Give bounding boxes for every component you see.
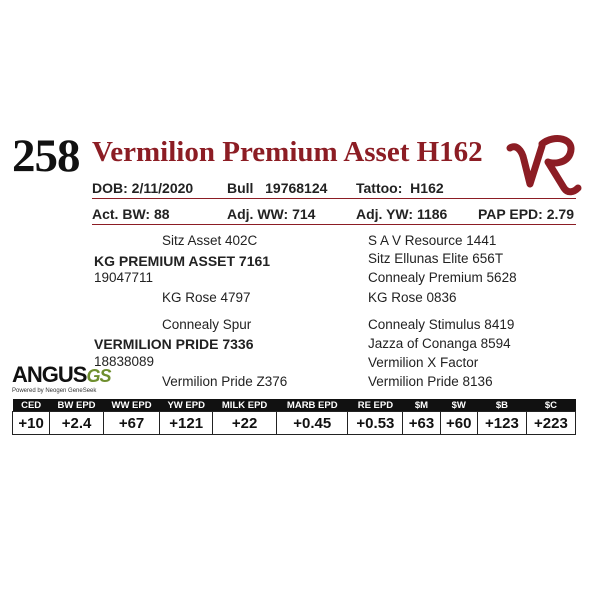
epd-header-row: [13, 399, 576, 412]
dam-dam: Vermilion Pride Z376: [162, 374, 288, 389]
epd-header-cell: $M: [403, 399, 440, 412]
lot-number: 258: [12, 130, 80, 182]
epd-header-cell: YW EPD: [160, 399, 213, 412]
yearling-weight-field: [356, 206, 447, 222]
performance-divider: [92, 224, 576, 225]
info-divider: [92, 198, 576, 199]
epd-header-cell: $B: [477, 399, 526, 412]
brand-r-stroke: [542, 139, 578, 192]
dam-registration: 18838089: [94, 354, 155, 369]
pap-epd-field: [478, 206, 574, 222]
epd-value-cell: +223: [526, 412, 575, 435]
sex-value: Bull: [227, 180, 254, 196]
tattoo-label: Tattoo:: [356, 180, 403, 196]
sire-sire: Sitz Asset 402C: [162, 233, 258, 248]
birth-weight-field: [92, 206, 170, 222]
sire-dam: KG Rose 4797: [162, 290, 251, 305]
animal-name: Vermilion Premium Asset H162: [92, 136, 483, 168]
angus-gs-logo: [12, 362, 111, 398]
sire-dam-sire: Connealy Premium 5628: [368, 270, 517, 285]
tattoo-field: [356, 180, 444, 196]
weaning-weight-field: [227, 206, 315, 222]
epd-table: [12, 399, 576, 435]
bw-label: Act. BW:: [92, 206, 151, 222]
dob-field: [92, 180, 193, 196]
epd-value-cell: +22: [213, 412, 277, 435]
epd-value-cell: +0.45: [277, 412, 348, 435]
dob-label: DOB:: [92, 180, 128, 196]
epd-header-cell: RE EPD: [348, 399, 403, 412]
epd-value-cell: +121: [160, 412, 213, 435]
sire-name: KG PREMIUM ASSET 7161: [94, 253, 271, 269]
pap-label: PAP EPD:: [478, 206, 543, 222]
epd-header-cell: $C: [526, 399, 575, 412]
angus-gs-mark: GS: [86, 366, 111, 386]
epd-header-cell: MILK EPD: [213, 399, 277, 412]
dam-sire-dam: Jazza of Conanga 8594: [368, 336, 511, 351]
bw-value: 88: [153, 206, 170, 222]
dam-sire: Connealy Spur: [162, 317, 252, 332]
epd-header-cell: $W: [440, 399, 477, 412]
epd-value-cell: +67: [103, 412, 160, 435]
angus-logo-subtitle: Powered by Neogen GeneSeek: [12, 388, 97, 394]
epd-header-cell: MARB EPD: [277, 399, 348, 412]
epd-value-cell: +10: [13, 412, 50, 435]
epd-header-cell: WW EPD: [103, 399, 160, 412]
dam-dam-dam: Vermilion Pride 8136: [368, 374, 493, 389]
epd-header-cell: CED: [13, 399, 50, 412]
dam-name: VERMILION PRIDE 7336: [94, 336, 254, 352]
brand-v-stroke: [510, 146, 542, 184]
sex-reg-field: [227, 180, 327, 196]
registration-number: 19768124: [265, 180, 328, 196]
sire-sire-dam: Sitz Ellunas Elite 656T: [368, 251, 504, 266]
angus-logo-text: [12, 362, 111, 387]
sire-registration: 19047711: [94, 270, 154, 285]
epd-value-cell: +63: [403, 412, 440, 435]
epd-value-cell: +123: [477, 412, 526, 435]
yw-value: 1186: [416, 206, 448, 222]
epd-value-cell: +60: [440, 412, 477, 435]
tattoo-value: H162: [410, 180, 444, 196]
dam-dam-sire: Vermilion X Factor: [368, 355, 479, 370]
pap-value: 2.79: [546, 206, 574, 222]
epd-value-cell: +2.4: [50, 412, 104, 435]
epd-header-cell: BW EPD: [50, 399, 104, 412]
angus-word: ANGUS: [12, 362, 87, 387]
ww-value: 714: [292, 206, 316, 222]
yw-label: Adj. YW:: [356, 206, 414, 222]
sire-sire-sire: S A V Resource 1441: [368, 233, 497, 248]
vr-brand-logo: [506, 130, 582, 200]
epd-value-cell: +0.53: [348, 412, 403, 435]
epd-value-row: [13, 412, 576, 435]
ww-label: Adj. WW:: [227, 206, 289, 222]
sire-dam-dam: KG Rose 0836: [368, 290, 457, 305]
dam-sire-sire: Connealy Stimulus 8419: [368, 317, 515, 332]
dob-value: 2/11/2020: [131, 180, 194, 196]
